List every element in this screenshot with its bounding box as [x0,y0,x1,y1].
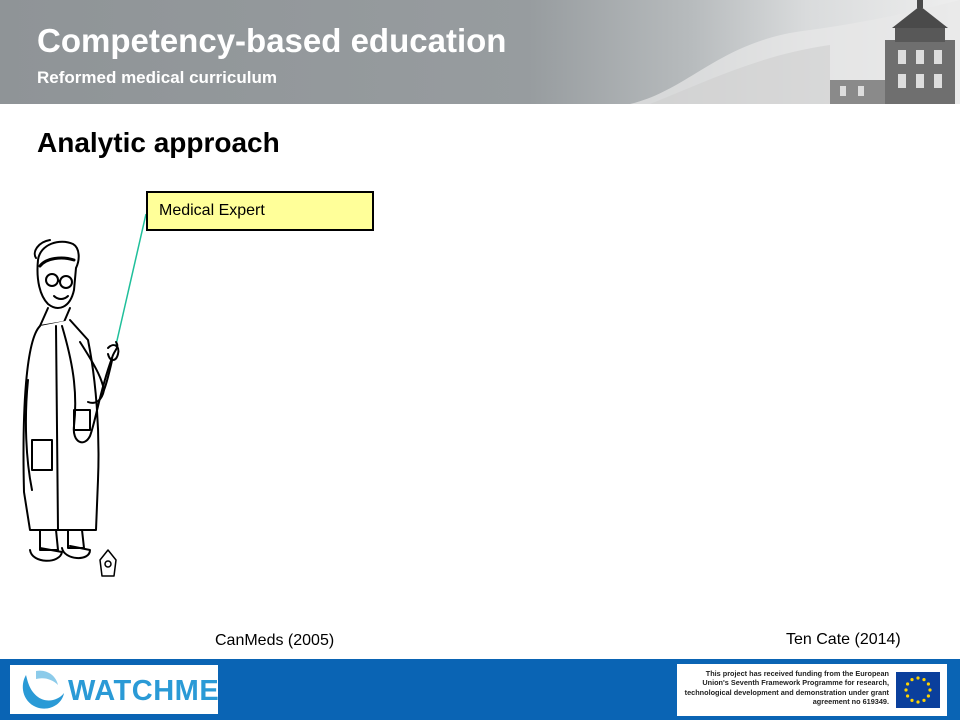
header-banner [0,0,960,104]
watchme-logo-text: WATCHME [68,675,220,707]
funding-notice [677,664,947,716]
citation-canmeds: CanMeds (2005) [215,632,335,649]
funding-text: This project has received funding from the European Union's Seventh Framework Programme for research, technological development and demonstration under grant agreement no 619349. [684,669,889,707]
eu-flag-icon [896,672,940,708]
citation-ten-cate: Ten Cate (2014) [786,631,901,648]
watchme-logo-icon [18,667,66,712]
watchme-logo [10,665,218,714]
competency-box-medical-expert [146,191,374,231]
section-title: Analytic approach [37,127,280,158]
competency-label: Medical Expert [159,202,265,219]
building-illustration [630,0,960,104]
footer-bar [0,659,960,720]
header-subtitle: Reformed medical curriculum [37,68,277,87]
doctor-illustration [18,230,138,590]
header-title: Competency-based education [37,22,507,59]
